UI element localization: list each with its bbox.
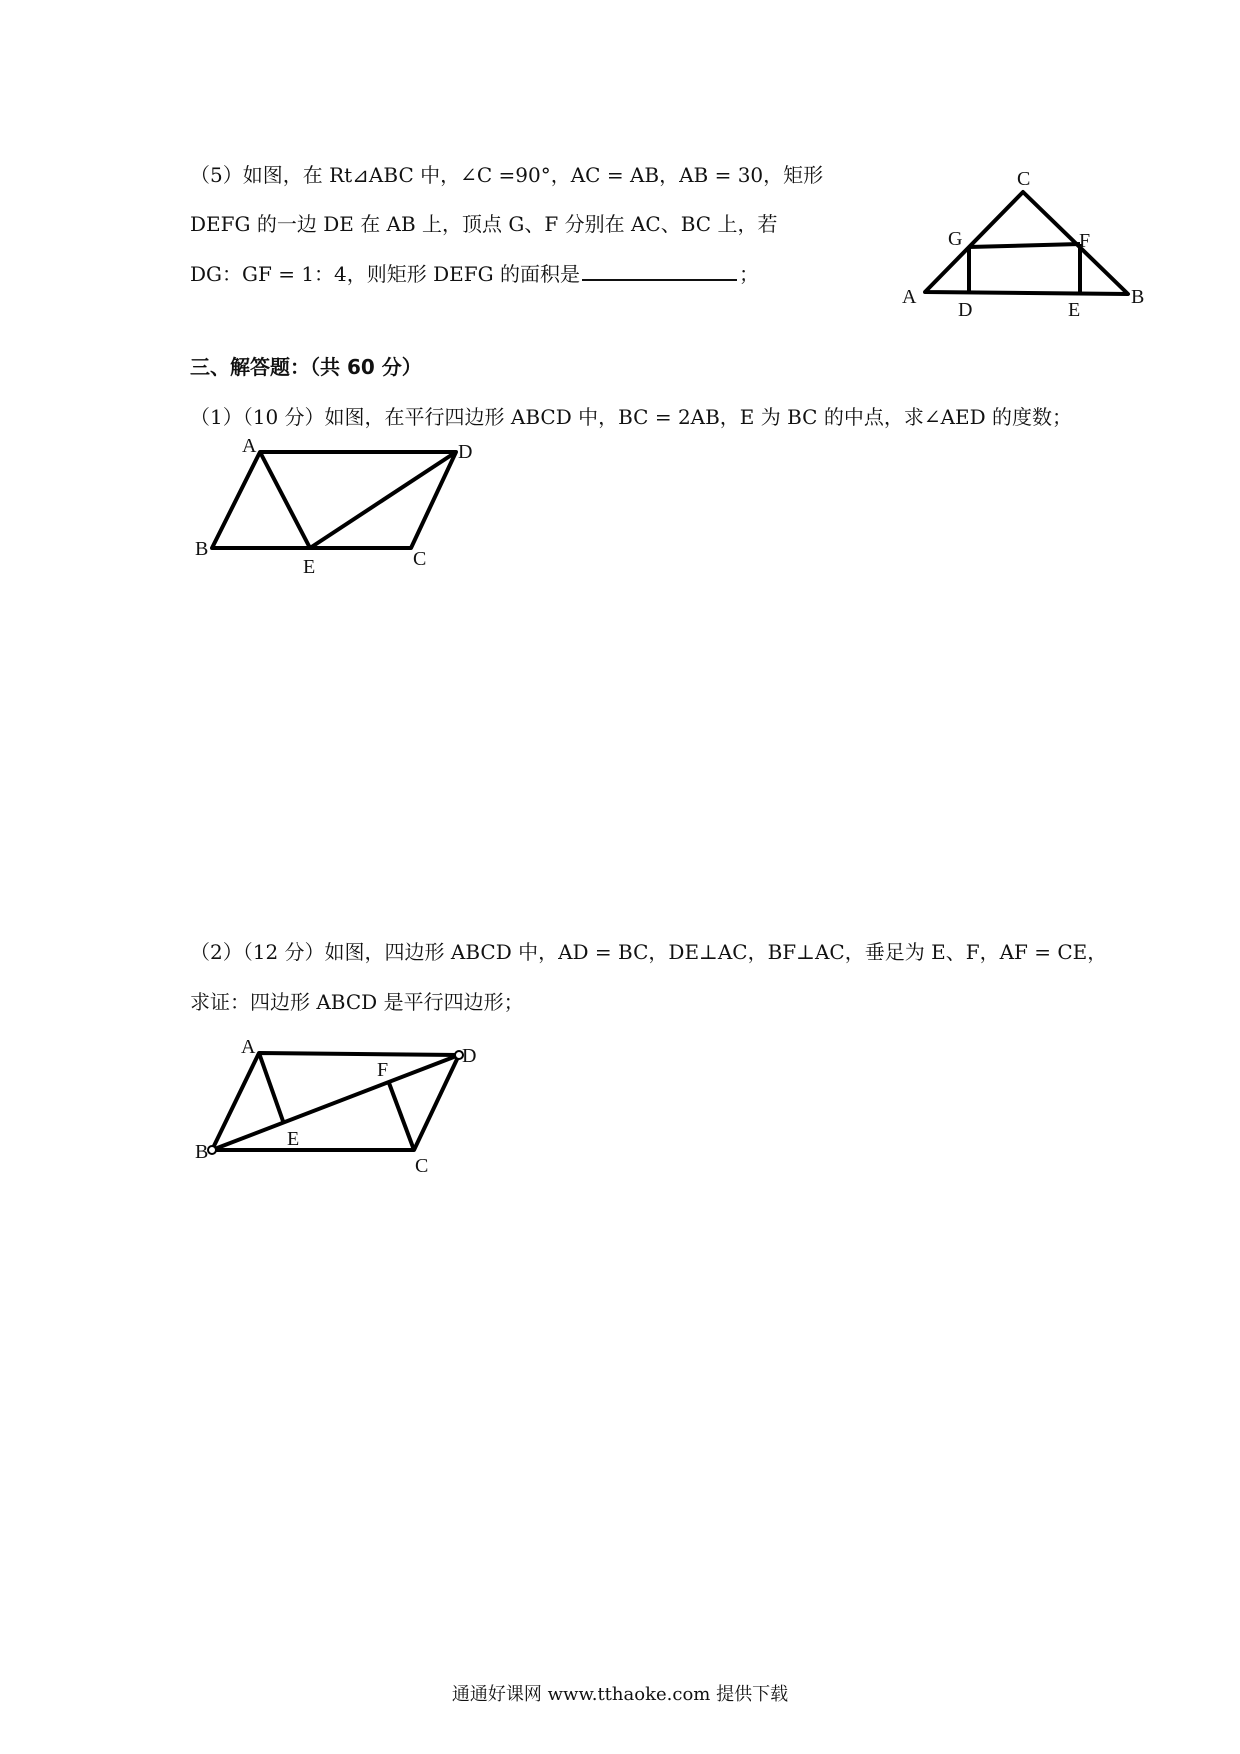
point-b	[208, 1146, 216, 1154]
q5-line-2: DEFG 的一边 DE 在 AB 上，顶点 G、F 分别在 AC、BC 上，若	[190, 212, 778, 236]
p2-label-d: D	[462, 1045, 477, 1067]
p2-label-a: A	[241, 1036, 256, 1058]
segment-af	[259, 1053, 284, 1124]
p1-label-e: E	[303, 556, 316, 578]
q5-line-1: （5）如图，在 Rt⊿ABC 中，∠C =90°，AC = AB，AB = 30，矩形	[190, 163, 824, 187]
q5-label-b: B	[1131, 286, 1145, 308]
p2-label-b: B	[195, 1141, 209, 1163]
p2-line-1: （2）（12 分）如图，四边形 ABCD 中，AD = BC，DE⊥AC，BF⊥AC，垂足为 E、F，AF = CE，	[190, 940, 1108, 964]
p1-label-b: B	[195, 538, 209, 560]
p2-line-2: 求证：四边形 ABCD 是平行四边形；	[190, 990, 524, 1014]
p2-label-e: E	[287, 1128, 300, 1150]
q5-label-f: F	[1079, 230, 1091, 252]
p2-label-f: F	[377, 1059, 389, 1081]
q5-label-g: G	[948, 228, 963, 250]
q5-label-d: D	[958, 299, 973, 321]
page-footer: 通通好课网 www.tthaoke.com 提供下载	[451, 1684, 789, 1705]
q5-label-c: C	[1017, 168, 1031, 190]
segment-ce	[389, 1083, 414, 1150]
p1-label-d: D	[458, 441, 473, 463]
q5-line-3-end: ；	[739, 262, 759, 286]
p1-label-c: C	[413, 548, 427, 570]
q5-line-3-text: DG：GF = 1：4，则矩形 DEFG 的面积是	[190, 262, 580, 286]
section-heading: 三、解答题：（共 60 分）	[190, 355, 422, 379]
p1-label-a: A	[242, 435, 257, 457]
p1-text: （1）（10 分）如图，在平行四边形 ABCD 中，BC = 2AB，E 为 BC 的中点，求∠AED 的度数；	[190, 405, 1073, 429]
q5-label-a: A	[902, 286, 917, 308]
p2-label-c: C	[415, 1155, 429, 1177]
q5-label-e: E	[1068, 299, 1081, 321]
